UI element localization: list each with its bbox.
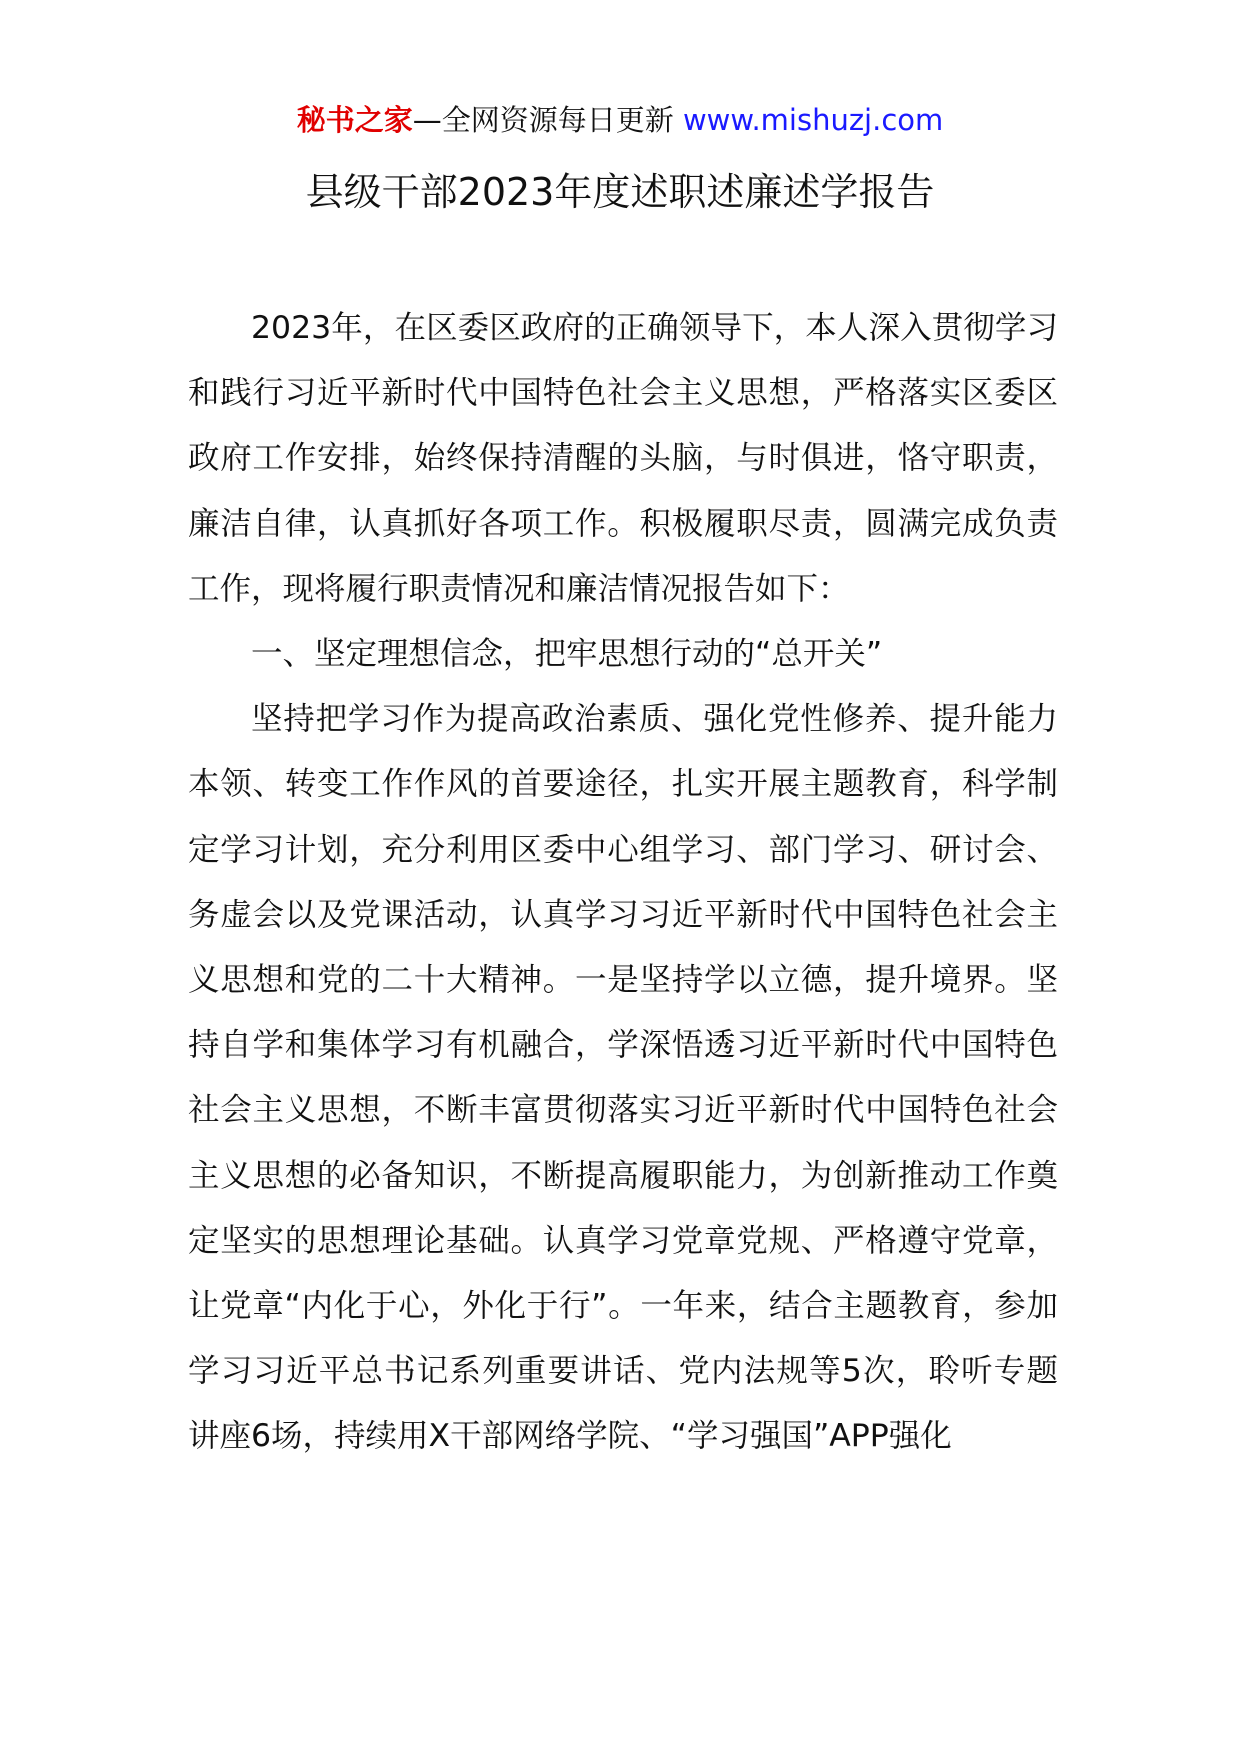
header-tagline: —全网资源每日更新 [412,103,683,137]
section-1-paragraph: 坚持把学习作为提高政治素质、强化党性修养、提升能力本领、转变工作作风的首要途径，扎实开展主题教育，科学制定学习计划，充分利用区委中心组学习、部门学习、研讨会、务虚会以及党课活动，认真学习习近平新时代中国特色社会主义思想和党的二十大精神。一是坚持学以立德，提升境界。坚持自学和集体学习有机融合，学深悟透习近平新时代中国特色社会主义思想，不断丰富贯彻落实习近平新时代中国特色社会主义思想的必备知识，不断提高履职能力，为创新推动工作奠定坚实的思想理论基础。认真学习党章党规、严格遵守党章，让党章“内化于心，外化于行”。一年来，结合主题教育，参加学习习近平总书记系列重要讲话、党内法规等5次，聆听专题讲座6场，持续用X干部网络学院、“学习强国”APP强化 [188,701,1058,1455]
document-body [188,296,1058,1470]
intro-paragraph: 2023年，在区委区政府的正确领导下，本人深入贯彻学习和践行习近平新时代中国特色社会主义思想，严格落实区委区政府工作安排，始终保持清醒的头脑，与时俱进，恪守职责，廉洁自律，认真抓好各项工作。积极履职尽责，圆满完成负责工作，现将履行职责情况和廉洁情况报告如下： [188,310,1058,607]
site-url-link[interactable]: www.mishuzj.com [682,103,944,137]
brand-name: 秘书之家 [296,103,413,137]
section-heading-1: 一、坚定理想信念，把牢思想行动的“总开关” [251,636,883,673]
site-header [0,100,1240,140]
document-title: 县级干部2023年度述职述廉述学报告 [305,170,935,214]
